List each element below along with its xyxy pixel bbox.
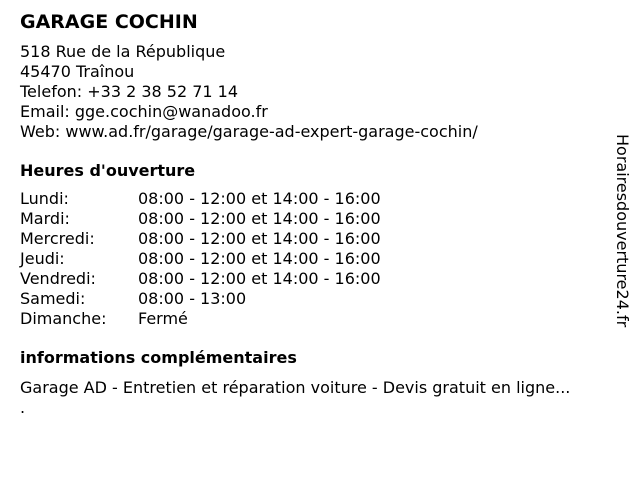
day-label: Jeudi: <box>20 249 65 268</box>
time-value: Fermé <box>138 309 188 328</box>
hours-row-samedi <box>20 289 610 309</box>
hours-row-mercredi <box>20 229 610 249</box>
contact-block <box>20 42 610 142</box>
time-value: 08:00 - 12:00 et 14:00 - 16:00 <box>138 269 381 288</box>
day-label: Samedi: <box>20 289 86 308</box>
info-description <box>20 378 620 418</box>
day-label: Lundi: <box>20 189 69 208</box>
time-value: 08:00 - 12:00 et 14:00 - 16:00 <box>138 229 381 248</box>
website-text: Web: www.ad.fr/garage/garage-ad-expert-garage-cochin/ <box>20 122 478 141</box>
phone-text: Telefon: +33 2 38 52 71 14 <box>20 82 239 101</box>
email-text: Email: gge.cochin@wanadoo.fr <box>20 102 268 121</box>
time-value: 08:00 - 13:00 <box>138 289 247 308</box>
hours-row-lundi <box>20 189 610 209</box>
hours-table <box>20 189 610 329</box>
info-trailing-dot: . <box>20 398 26 417</box>
time-value: 08:00 - 12:00 et 14:00 - 16:00 <box>138 249 381 268</box>
time-value: 08:00 - 12:00 et 14:00 - 16:00 <box>138 189 381 208</box>
day-label: Mardi: <box>20 209 70 228</box>
address-line-1: 518 Rue de la République <box>20 42 226 61</box>
day-label: Vendredi: <box>20 269 96 288</box>
hours-row-jeudi <box>20 249 610 269</box>
time-value: 08:00 - 12:00 et 14:00 - 16:00 <box>138 209 381 228</box>
site-watermark: Horairesdouverture24.fr <box>613 134 632 328</box>
day-label: Mercredi: <box>20 229 95 248</box>
hours-row-mardi <box>20 209 610 229</box>
garage-info-card <box>20 10 610 418</box>
day-label: Dimanche: <box>20 309 107 328</box>
info-text: Garage AD - Entretien et réparation voiture - Devis gratuit en ligne... <box>20 378 571 397</box>
hours-row-dimanche <box>20 309 610 329</box>
info-heading: informations complémentaires <box>20 348 297 367</box>
business-name: GARAGE COCHIN <box>20 11 198 33</box>
address-line-2: 45470 Traînou <box>20 62 135 81</box>
hours-heading: Heures d'ouverture <box>20 161 196 180</box>
hours-row-vendredi <box>20 269 610 289</box>
